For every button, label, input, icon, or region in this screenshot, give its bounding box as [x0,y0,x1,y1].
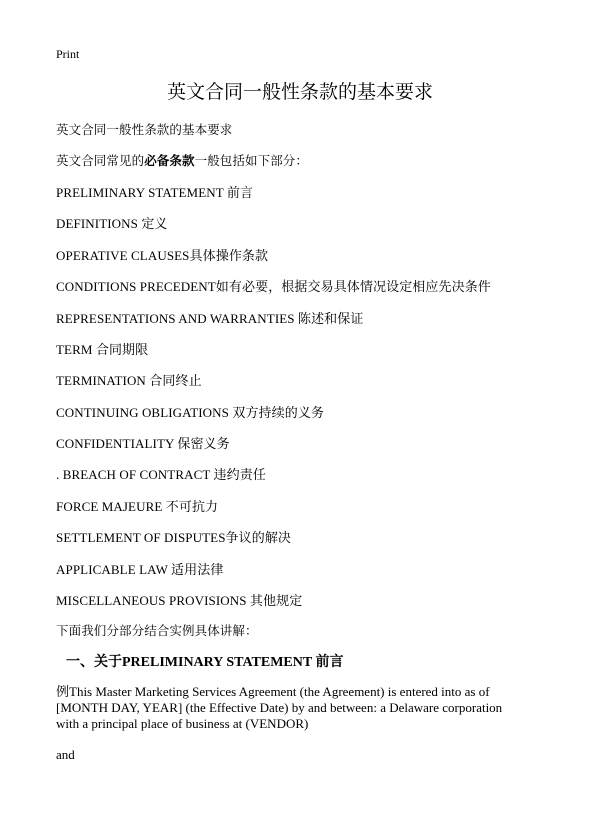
clause-item: APPLICABLE LAW 适用法律 [56,562,224,577]
clause-item: FORCE MAJEURE 不可抗力 [56,499,219,514]
clause-item: CONTINUING OBLIGATIONS 双方持续的义务 [56,405,325,420]
clause-item: SETTLEMENT OF DISPUTES争议的解决 [56,530,292,545]
example-paragraph [56,684,536,732]
clause-item: TERM 合同期限 [56,342,149,357]
document-title: 英文合同一般性条款的基本要求 [166,81,433,103]
clauses-intro-pre: 英文合同常见的 [56,153,145,168]
clause-item: MISCELLANEOUS PROVISIONS 其他规定 [56,593,303,608]
example-line: 例This Master Marketing Services Agreement (the Agreement) is entered into as of [56,684,490,699]
clause-item: DEFINITIONS 定义 [56,216,168,231]
example-line: [MONTH DAY, YEAR] (the Effective Date) by and between: a Delaware corporation [56,700,503,715]
intro-line: 英文合同一般性条款的基本要求 [56,122,233,137]
section-heading: 一、关于PRELIMINARY STATEMENT 前言 [66,655,344,670]
clauses-intro [56,151,308,169]
clause-item: REPRESENTATIONS AND WARRANTIES 陈述和保证 [56,311,364,326]
and-text: and [56,747,75,762]
print-label: Print [56,47,80,61]
clause-item: . BREACH OF CONTRACT 违约责任 [56,467,266,482]
clause-item: TERMINATION 合同终止 [56,373,202,388]
clauses-intro-bold: 必备条款 [144,153,195,168]
example-line: with a principal place of business at (VENDOR) [56,716,309,731]
clauses-intro-post: 一般包括如下部分： [194,153,309,168]
clause-item: PRELIMINARY STATEMENT 前言 [56,185,254,200]
clause-item: CONDITIONS PRECEDENT如有必要，根据交易具体情况设定相应先决条件 [56,279,491,294]
section-intro: 下面我们分部分结合实例具体讲解： [56,623,258,638]
clause-item: OPERATIVE CLAUSES具体操作条款 [56,248,269,263]
clause-item: CONFIDENTIALITY 保密义务 [56,436,230,451]
